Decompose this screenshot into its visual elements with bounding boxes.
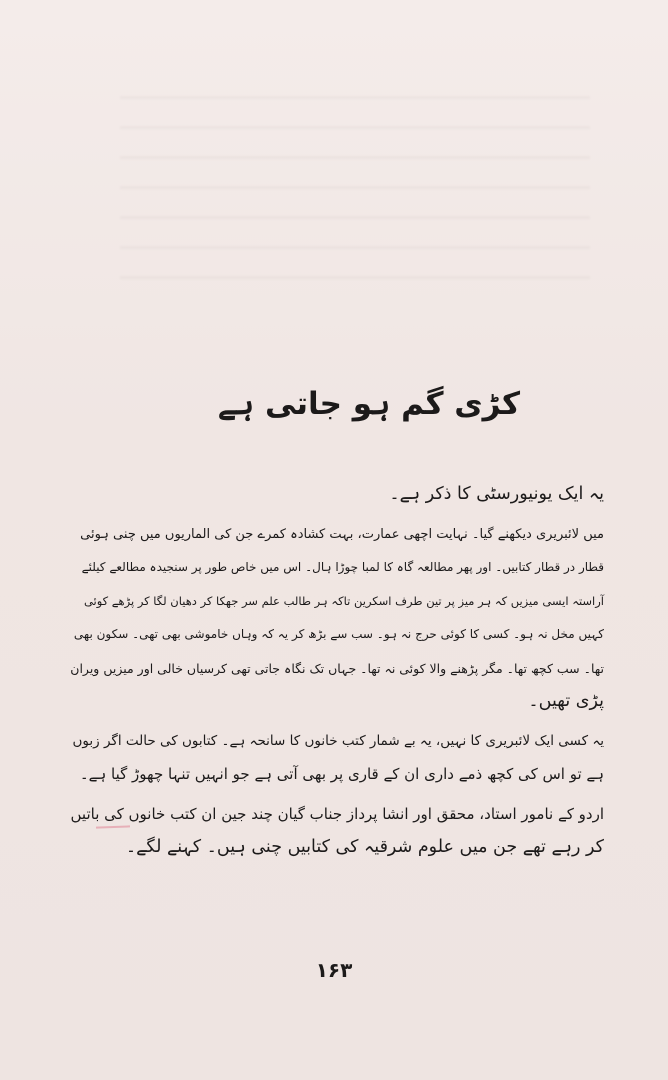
paragraph-3	[70, 725, 604, 792]
text-line: یہ ایک یونیورسٹی کا ذکر ہے۔	[389, 484, 604, 504]
body-text	[70, 478, 604, 865]
text-line: کر رہے تھے جن میں علوم شرقیہ کی کتابیں چنی ہیں۔ کہنے لگے۔	[125, 837, 604, 857]
paragraph-1	[70, 478, 604, 512]
text-line: ہے تو اس کی کچھ ذمے داری ان کے قاری پر بھی آتی ہے جو انہیں تنہا چھوڑ گیا ہے۔	[79, 765, 604, 783]
paragraph-2	[70, 518, 604, 719]
paragraph-4	[70, 798, 604, 865]
text-line: اردو کے نامور استاد، محقق اور انشا پرداز جناب گیان چند جین ان کتب خانوں کی باتیں	[70, 804, 604, 823]
text-line: کہیں مخل نہ ہو۔ کسی کا کوئی حرج نہ ہو۔ سب سے بڑھ کر یہ کہ وہاں خاموشی بھی تھی۔ سکون بھی	[73, 627, 604, 641]
show-through-text	[120, 70, 590, 300]
page-number: ۱۶۳	[315, 958, 353, 982]
chapter-title: کڑی گم ہو جاتی ہے	[217, 386, 520, 422]
text-line: آراستہ ایسی میزیں کہ ہر میز پر تین طرف اسکرین تاکہ ہر طالب علم سر جھکا کر دھیان لگا کر پڑھے کوئی	[83, 593, 604, 608]
text-line: قطار در قطار کتابیں۔ اور پھر مطالعہ گاہ کا لمبا چوڑا ہال۔ اس میں خاص طور پر سنجیدہ مطالعے کیلئے	[81, 560, 604, 574]
text-line: پڑی تھیں۔	[528, 691, 604, 711]
text-line: میں لائبریری دیکھنے گیا۔ نہایت اچھی عمارت، بہت کشادہ کمرے جن کی الماریوں میں چنی ہوئی	[80, 526, 604, 542]
text-line: یہ کسی ایک لائبریری کا نہیں، یہ بے شمار کتب خانوں کا سانحہ ہے۔ کتابوں کی حالت اگر زبوں	[72, 732, 604, 749]
text-line: تھا۔ سب کچھ تھا۔ مگر پڑھنے والا کوئی نہ تھا۔ جہاں تک نگاہ جاتی تھی کرسیاں خالی اور میزیں ویران	[70, 660, 604, 676]
